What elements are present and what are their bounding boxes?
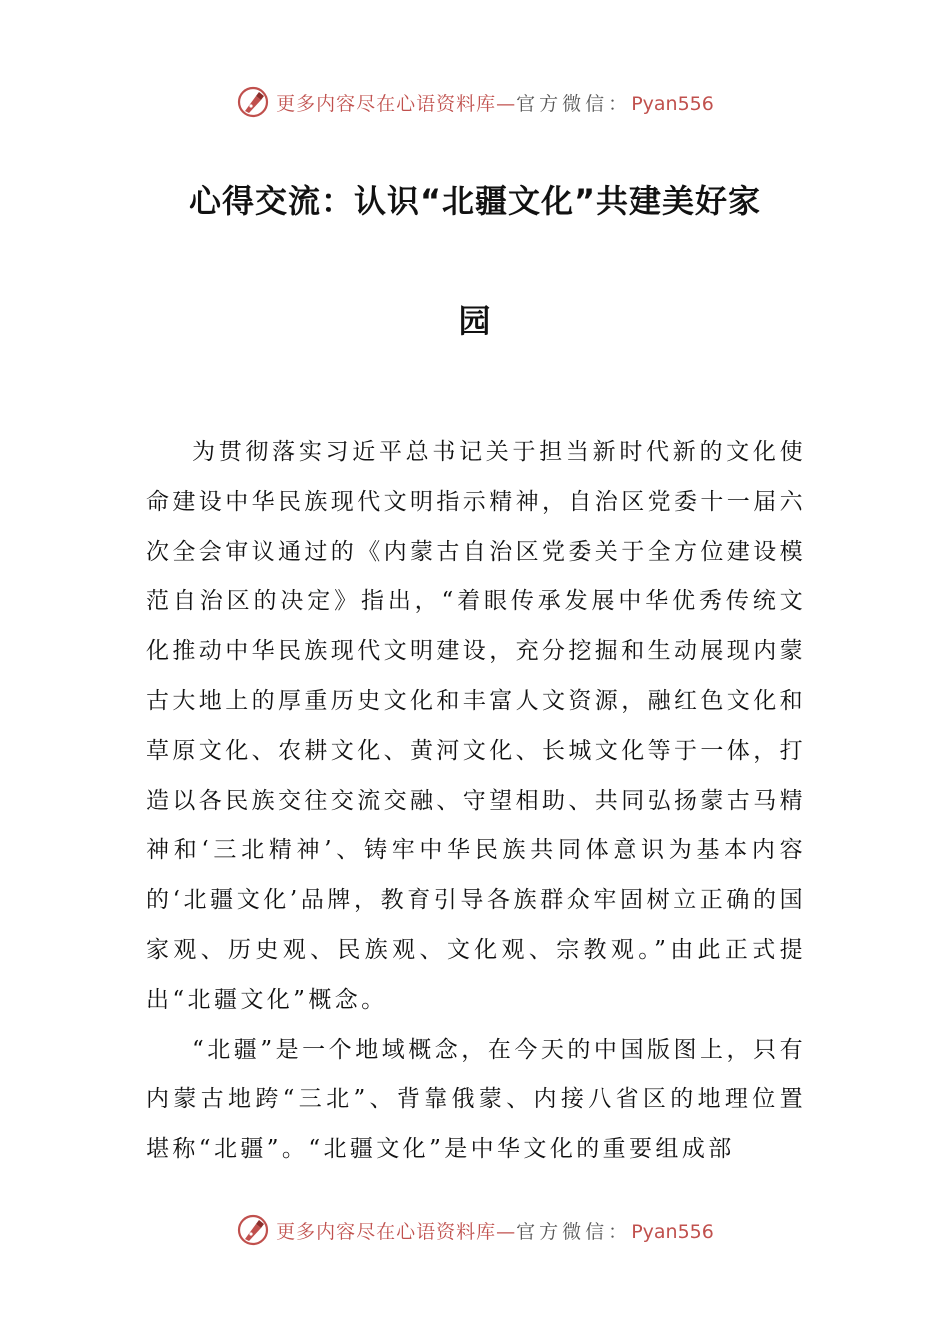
document-body (146, 428, 806, 1175)
watermark-site: 更多内容尽在心语资料库 (276, 92, 497, 115)
page-title-line1: 心得交流：认识“北疆文化”共建美好家 (188, 182, 762, 220)
paragraph-1: 为贯彻落实习近平总书记关于担当新时代新的文化使命建设中华民族现代文明指示精神，自治区党委十一届六次全会审议通过的《内蒙古自治区党委关于全方位建设模范自治区的决定》指出，“着眼传承发展中华优秀传统文化推动中华民族现代文明建设，充分挖掘和生动展现内蒙古大地上的厚重历史文化和丰富人文资源，融红色文化和草原文化、农耕文化、黄河文化、长城文化等于一体，打造以各民族交往交流交融、守望相助、共同弘扬蒙古马精神和‘三北精神’、铸牢中华民族共同体意识为基本内容的‘北疆文化’品牌，教育引导各族群众牢固树立正确的国家观、历史观、民族观、文化观、宗教观。”由此正式提出“北疆文化”概念。 (146, 439, 806, 1013)
pen-nib-logo-icon (236, 85, 270, 119)
page-title-line2: 园 (458, 302, 492, 340)
watermark-header (0, 82, 950, 122)
watermark-separator: — (496, 1220, 517, 1243)
pen-nib-logo-icon (236, 1213, 270, 1247)
watermark-text (276, 1217, 714, 1244)
watermark-separator: — (496, 92, 517, 115)
watermark-site: 更多内容尽在心语资料库 (276, 1220, 497, 1243)
watermark-wechat-id: Pyan556 (631, 92, 714, 115)
watermark-footer (0, 1210, 950, 1250)
watermark-official: 官方微信： (516, 92, 632, 115)
paragraph-2: “北疆”是一个地域概念，在今天的中国版图上，只有内蒙古地跨“三北”、背靠俄蒙、内接八省区的地理位置堪称“北疆”。“北疆文化”是中华文化的重要组成部 (146, 1036, 806, 1163)
watermark-text (276, 89, 714, 116)
watermark-official: 官方微信： (516, 1220, 632, 1243)
watermark-wechat-id: Pyan556 (631, 1220, 714, 1243)
